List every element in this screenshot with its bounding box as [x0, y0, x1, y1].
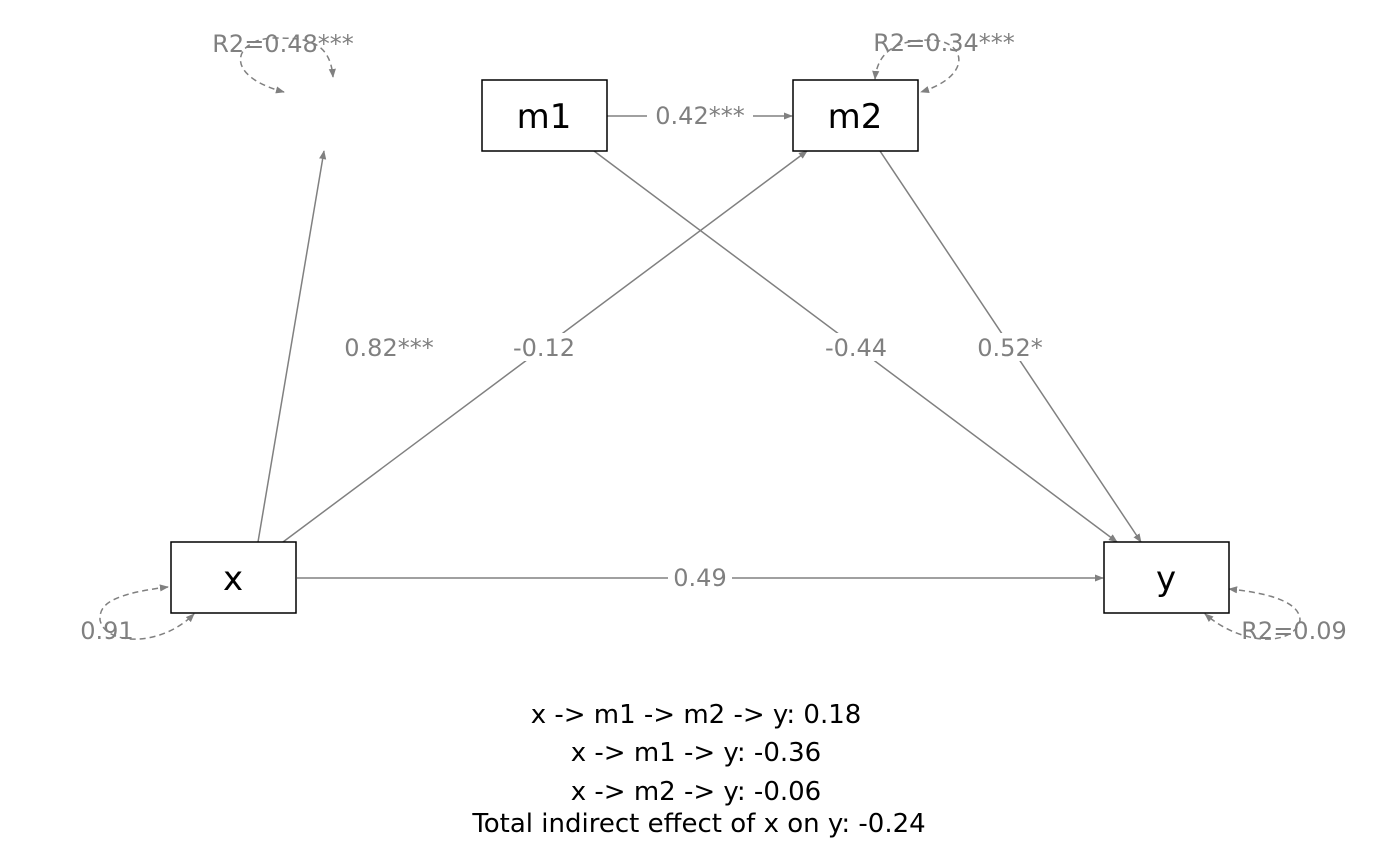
- summary-line-1: x -> m1 -> m2 -> y: 0.18: [530, 700, 862, 730]
- residual-label-m1: R2=0.48***: [212, 30, 354, 58]
- summary-line-2: x -> m1 -> y: -0.36: [570, 738, 822, 768]
- coef-label-m1-m2: [647, 102, 753, 130]
- node-m2: [793, 80, 918, 151]
- node-label-y: y: [1155, 559, 1177, 599]
- coef-label-x-m1: [338, 333, 442, 362]
- summary-line-3: x -> m2 -> y: -0.06: [570, 777, 822, 807]
- node-m1: [482, 80, 607, 151]
- summary-line-4: Total indirect effect of x on y: -0.24: [472, 809, 926, 839]
- node-label-m1: m1: [516, 97, 572, 137]
- node-x: [171, 542, 296, 613]
- coef-text-m1-m2: 0.42***: [655, 102, 745, 130]
- residual-label-x: 0.91: [80, 617, 134, 645]
- coef-label-x-m2: [508, 333, 580, 362]
- coef-label-x-y: [668, 564, 732, 592]
- indirect-effects-summary: [471, 700, 925, 839]
- coef-text-x-m2: -0.12: [512, 334, 576, 362]
- coef-label-m2-y: [970, 333, 1050, 362]
- residual-label-m2: R2=0.34***: [873, 29, 1015, 57]
- edge-x-m1: [258, 151, 324, 542]
- node-label-x: x: [222, 559, 244, 599]
- coef-label-m1-y: [819, 333, 893, 362]
- coef-text-x-m1: 0.82***: [344, 334, 434, 362]
- residual-label-y: R2=0.09: [1241, 617, 1347, 645]
- coef-text-m1-y: -0.44: [824, 334, 888, 362]
- node-label-m2: m2: [827, 97, 883, 137]
- coef-text-m2-y: 0.52*: [977, 334, 1043, 362]
- node-y: [1104, 542, 1229, 613]
- coef-text-x-y: 0.49: [673, 564, 727, 592]
